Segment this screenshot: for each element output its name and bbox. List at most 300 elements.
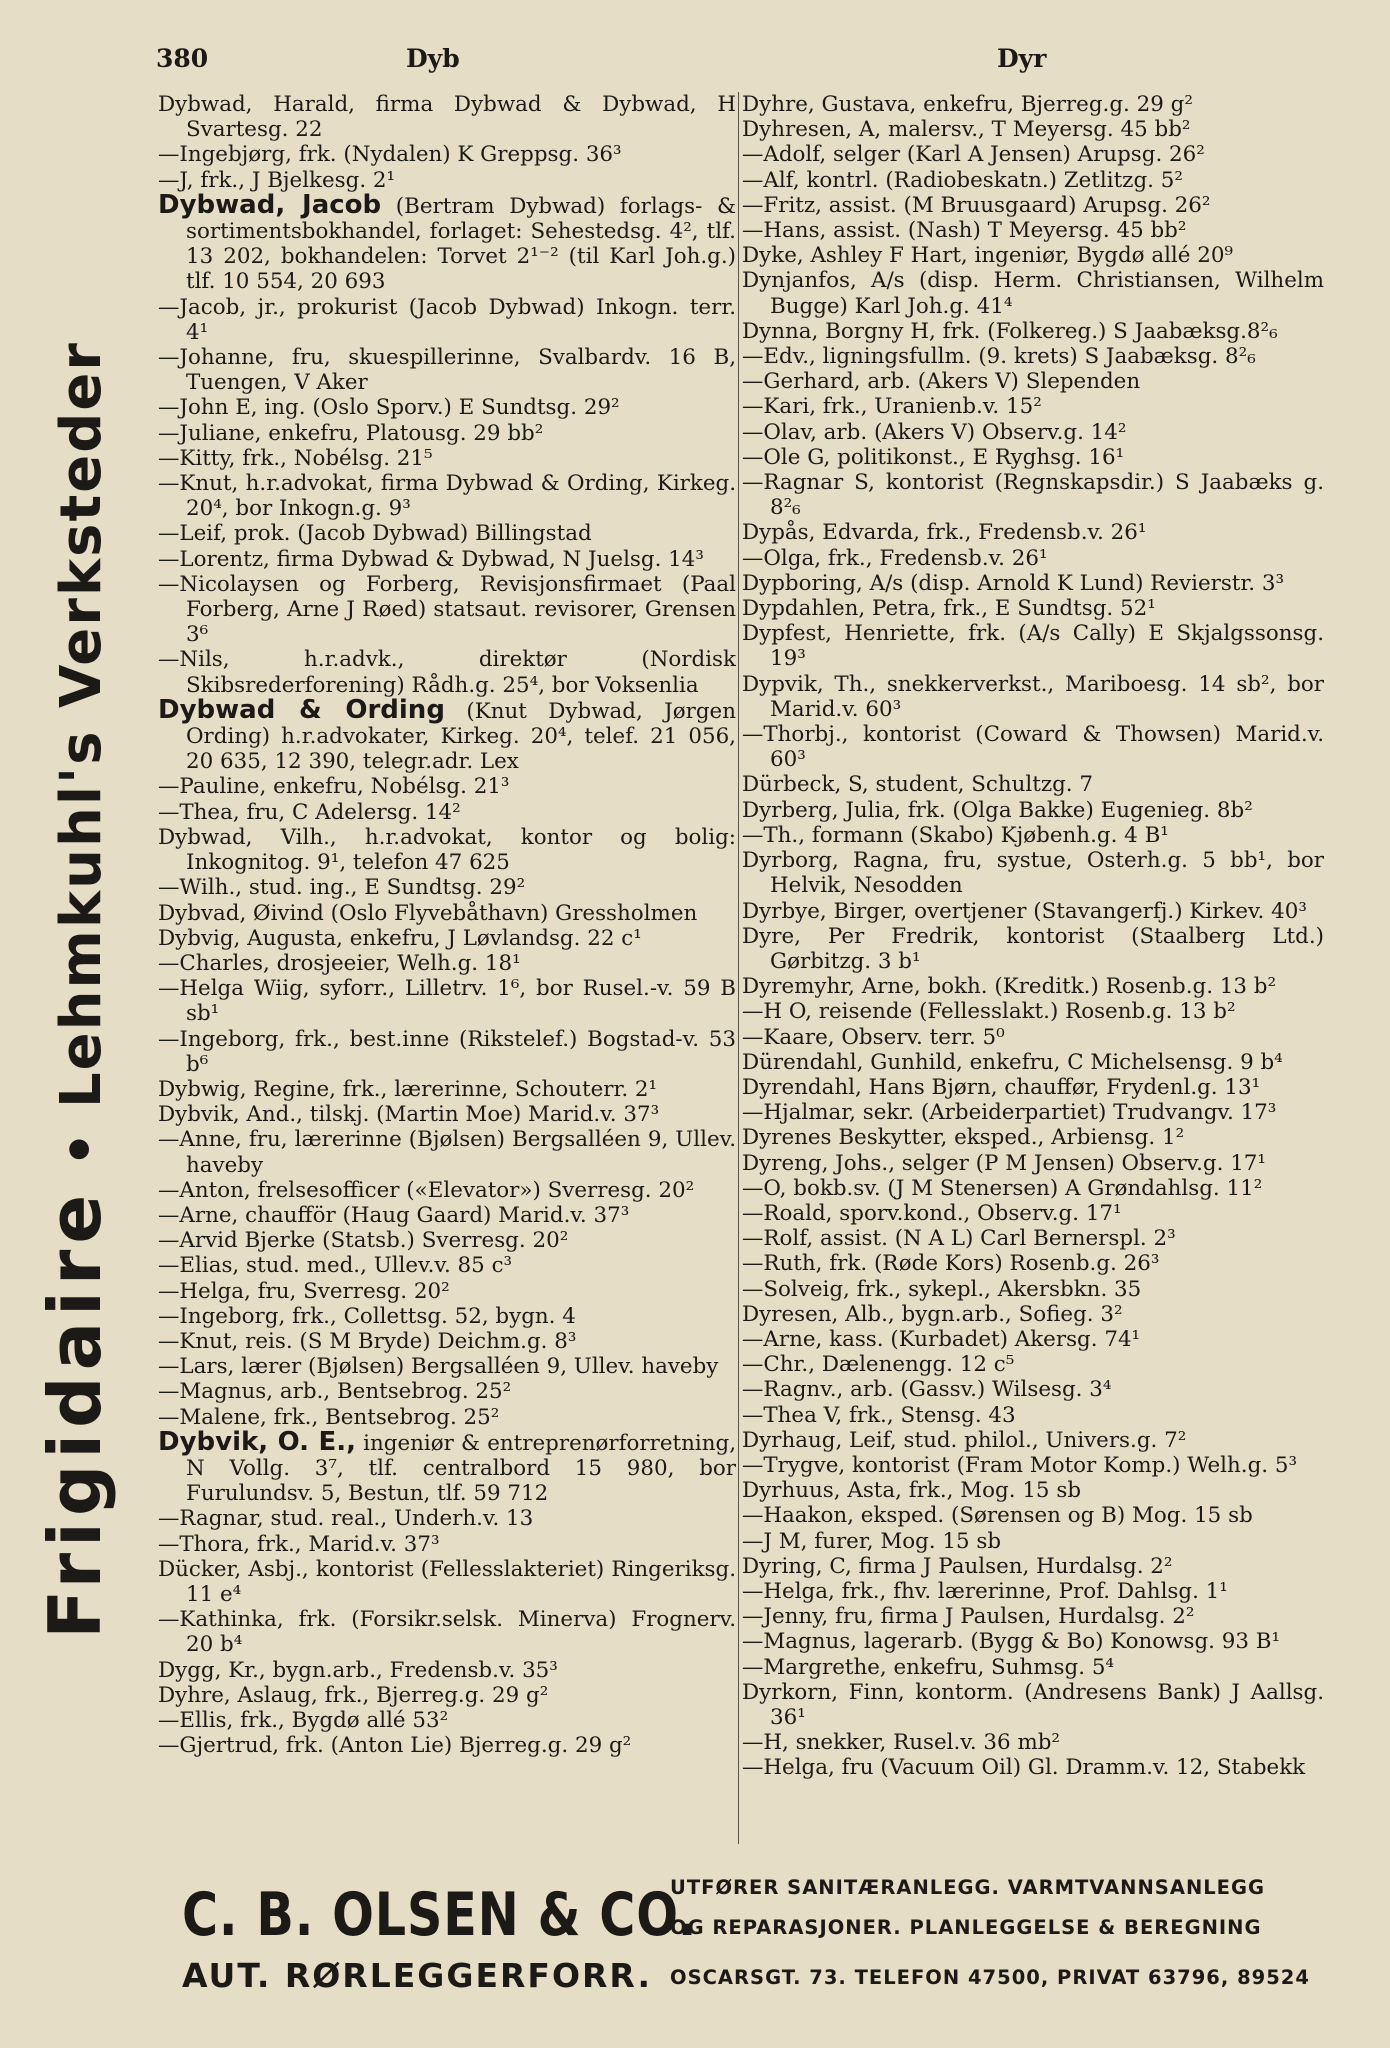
entry-name: —Adolf, bbox=[742, 142, 827, 168]
entry-details: kontorist (Staalberg Ltd.) Gørbitzg. 3 b¹ bbox=[770, 923, 1324, 974]
entry-details: frk., Mog. 15 sb bbox=[901, 1478, 1082, 1504]
entry-details: fru (Vacuum Oil) Gl. Dramm.v. 12, Stabekk bbox=[834, 1755, 1306, 1781]
entry-details: frk. (Røde Kors) Rosenb.g. 26³ bbox=[822, 1251, 1160, 1277]
entry-details: kontorist (Regnskapsdir.) S Jaabæks g. 8²₆ bbox=[770, 470, 1324, 521]
entry-details: frk., E Sundtsg. 52¹ bbox=[936, 596, 1156, 622]
entry-details: kontorist (Coward & Thowsen) Marid.v. 60³ bbox=[770, 722, 1324, 773]
entry-name: —Malene, bbox=[158, 1404, 267, 1430]
directory-entry bbox=[742, 319, 1324, 344]
directory-entry bbox=[158, 1733, 736, 1758]
entry-details: fru, systue, Osterh.g. 5 bb¹, bor Helvik, Nesodden bbox=[770, 848, 1324, 899]
directory-entry bbox=[742, 445, 1324, 470]
directory-entry bbox=[158, 1279, 736, 1304]
entry-details: arb., Bentsebrog. 25² bbox=[273, 1379, 512, 1405]
entry-name: —Thora, bbox=[158, 1531, 251, 1557]
entry-details: (Knut Dybwad, Jørgen Ording) h.r.advokater, Kirkeg. 20⁴, telef. 21 056, 20 635, 12 390, telegr.adr. Lex bbox=[186, 698, 736, 775]
entry-details: enkefru, J Løvlandsg. 22 c¹ bbox=[342, 925, 642, 951]
directory-entry bbox=[742, 520, 1324, 545]
entry-name: Dypdahlen, Petra, bbox=[742, 596, 937, 622]
entry-name: —Rolf, bbox=[742, 1226, 814, 1252]
directory-entry bbox=[742, 1680, 1324, 1730]
entry-name: Dyrbye, Birger, bbox=[742, 898, 908, 924]
entry-details: kontrl. (Radiobeskatn.) Zetlitzg. 5² bbox=[799, 167, 1183, 193]
entry-details: bygn.arb., Fredensb.v. 35³ bbox=[265, 1657, 558, 1683]
directory-entry bbox=[158, 1354, 736, 1379]
entry-name: —Gjertrud, bbox=[158, 1733, 280, 1759]
entry-name: —Haakon, bbox=[742, 1503, 854, 1529]
entry-details: frelsesofficer («Elevator») Sverresg. 20² bbox=[250, 1177, 695, 1203]
entry-name: —Johanne, bbox=[158, 345, 275, 371]
directory-entry bbox=[742, 596, 1324, 621]
directory-entry bbox=[742, 1201, 1324, 1226]
directory-entry bbox=[158, 471, 736, 521]
entry-name: —Ingeborg, bbox=[158, 1026, 286, 1052]
directory-entry bbox=[742, 1503, 1324, 1528]
entry-name: Dypås, Edvarda, bbox=[742, 520, 920, 546]
entry-details: firma Dybwad & Dybwad, N Juelsg. 14³ bbox=[269, 546, 704, 572]
entry-details: fru, Sverresg. 20² bbox=[250, 1278, 450, 1304]
directory-entry bbox=[742, 848, 1324, 898]
entry-name: —Roald, bbox=[742, 1200, 833, 1226]
entry-details: frk. (Olga Bakke) Eugenieg. 8b² bbox=[900, 797, 1253, 823]
directory-entry bbox=[158, 1708, 736, 1733]
entry-name: Dyrenes Beskytter, bbox=[742, 1125, 948, 1151]
entry-details: tilskj. (Martin Moe) Marid.v. 37³ bbox=[302, 1102, 660, 1128]
entry-name: —Ragnar, bbox=[158, 1506, 264, 1532]
directory-entry bbox=[742, 974, 1324, 999]
side-ad-brand: Frigidaire bbox=[33, 1188, 117, 1639]
entry-details: formann (Skabo) Kjøbenh.g. 4 B¹ bbox=[805, 822, 1169, 848]
entry-name: —Ingeborg, bbox=[158, 1303, 286, 1329]
directory-entry bbox=[158, 395, 736, 420]
directory-entry bbox=[742, 470, 1324, 520]
directory-entry bbox=[742, 1176, 1324, 1201]
directory-entry bbox=[742, 823, 1324, 848]
directory-entry bbox=[742, 1453, 1324, 1478]
entry-name: —Thorbj., bbox=[742, 722, 849, 748]
entry-name: Dyring, C, bbox=[742, 1553, 852, 1579]
entry-name: Dyke, Ashley F Hart, bbox=[742, 243, 968, 269]
entry-name: Dyre, Per Fredrik, bbox=[742, 923, 980, 949]
directory-entry bbox=[158, 295, 736, 345]
entry-name: —J M, bbox=[742, 1528, 808, 1554]
entry-name: —Lars, bbox=[158, 1354, 235, 1380]
directory-entry bbox=[742, 1428, 1324, 1453]
entry-details: assist. (M Bruusgaard) Arupsg. 26² bbox=[821, 192, 1211, 218]
entry-details: frk., Nobélsg. 21⁵ bbox=[235, 445, 433, 471]
directory-entry bbox=[158, 800, 736, 825]
entry-details: fru, skuespillerinne, Svalbardv. 16 B, Tuengen, V Aker bbox=[186, 345, 736, 396]
entry-name: —Lorentz, bbox=[158, 546, 270, 572]
entry-details: Revisjonsfirmaet (Paal Forberg, Arne J Røed) statsaut. revisorer, Grensen 3⁶ bbox=[186, 571, 736, 648]
directory-entry bbox=[742, 1529, 1324, 1554]
entry-details: sekr. (Arbeiderpartiet) Trudvangv. 17³ bbox=[855, 1100, 1277, 1126]
entry-details: enkefru, Nobélsg. 21³ bbox=[266, 774, 510, 800]
directory-entry bbox=[742, 92, 1324, 117]
entry-details: fru, C Adelersg. 14² bbox=[239, 799, 461, 825]
side-advertisement bbox=[30, 210, 120, 1770]
entry-details: reisende (Fellesslakt.) Rosenb.g. 13 b² bbox=[811, 999, 1236, 1025]
entry-details: frk., Marid.v. 37³ bbox=[250, 1531, 440, 1557]
directory-entry bbox=[158, 926, 736, 951]
directory-entry bbox=[158, 1683, 736, 1708]
entry-name: —Helga Wiig, bbox=[158, 976, 310, 1002]
entry-details: kontorist (Fellesslakteriet) Ringeriksg. 11 e⁴ bbox=[186, 1556, 736, 1607]
directory-entry bbox=[158, 1379, 736, 1404]
directory-entry bbox=[742, 1554, 1324, 1579]
entry-name: Dybwad, Vilh., bbox=[158, 824, 337, 850]
entry-name: —Hans, bbox=[742, 218, 827, 244]
directory-entry bbox=[742, 1277, 1324, 1302]
directory-entry bbox=[158, 345, 736, 395]
entry-details: fru, lærerinne (Bjølsen) Bergsalléen 9, Ullev. haveby bbox=[186, 1127, 736, 1178]
directory-entry bbox=[742, 218, 1324, 243]
entry-name: —O, bbox=[742, 1175, 787, 1201]
header-right-word: Dyr bbox=[997, 44, 1047, 73]
entry-name: —Ragnar S, bbox=[742, 470, 875, 496]
entry-name: —Helga, bbox=[742, 1578, 835, 1604]
directory-entry bbox=[158, 1329, 736, 1354]
entry-details: malersv., T Meyersg. 45 bb² bbox=[881, 117, 1191, 143]
entry-details: (Bertram Dybwad) forlags- & sortimentsbokhandel, forlaget: Sehestedsg. 4², tlf. 13 202, bokhandelen: Torvet 2¹⁻² (til Karl Joh.g.) tlf. 10 554, 20 693 bbox=[186, 193, 736, 295]
ad-company-name: C. B. OLSEN & CO. bbox=[182, 1880, 698, 1950]
directory-entry bbox=[158, 951, 736, 976]
entry-name: —Charles, bbox=[158, 950, 270, 976]
entry-details: stud. philol., Univers.g. 7² bbox=[896, 1427, 1187, 1453]
directory-entry bbox=[158, 647, 736, 697]
entry-name: —Ingebjørg, bbox=[158, 142, 292, 168]
entry-details: Dælenengg. 12 c⁵ bbox=[815, 1352, 1015, 1378]
entry-details: (disp. Arnold K Lund) Revierstr. 3³ bbox=[903, 570, 1285, 596]
entry-name: —Knut, bbox=[158, 471, 239, 497]
directory-entry bbox=[742, 621, 1324, 671]
entry-name: Dypvik, Th., bbox=[742, 671, 877, 697]
entry-name: —Kari, bbox=[742, 394, 816, 420]
entry-name: —Anne, bbox=[158, 1127, 242, 1153]
entry-details: frk., fhv. lærerinne, Prof. Dahlsg. 1¹ bbox=[834, 1578, 1228, 1604]
entry-name: Dyresen, Alb., bbox=[742, 1301, 895, 1327]
directory-entry bbox=[742, 1755, 1324, 1780]
entry-details: eksped., Arbiensg. 1² bbox=[947, 1125, 1185, 1151]
directory-entry bbox=[158, 1178, 736, 1203]
entry-name: —Thea, bbox=[158, 799, 240, 825]
directory-entry bbox=[158, 547, 736, 572]
directory-entry bbox=[742, 1579, 1324, 1604]
directory-entry bbox=[742, 798, 1324, 823]
entry-details: arb. (Gassv.) Wilsesg. 3⁴ bbox=[843, 1377, 1112, 1403]
entry-name: —Hjalmar, bbox=[742, 1100, 856, 1126]
entry-name: —Elias, bbox=[158, 1253, 240, 1279]
directory-entry bbox=[158, 1127, 736, 1177]
directory-entry bbox=[742, 924, 1324, 974]
directory-entry bbox=[742, 1403, 1324, 1428]
directory-entry bbox=[742, 117, 1324, 142]
entry-name: —J, bbox=[158, 167, 194, 193]
entry-details: syforr., Lilletrv. 1⁶, bor Rusel.-v. 59 B sb¹ bbox=[186, 976, 736, 1027]
entry-details: frk. (Anton Lie) Bjerreg.g. 29 g² bbox=[279, 1733, 632, 1759]
entry-details: fru, firma J Paulsen, Hurdalsg. 2² bbox=[828, 1604, 1195, 1630]
entry-name: Dybwad & Ording bbox=[158, 694, 445, 725]
ad-services-line: UTFØRER SANITÆRANLEGG. VARMTVANNSANLEGG bbox=[670, 1876, 1266, 1899]
directory-entry bbox=[742, 1377, 1324, 1402]
entry-name: —Ragnv., bbox=[742, 1377, 844, 1403]
column-divider bbox=[738, 92, 739, 1844]
entry-details: frk. (Nydalen) K Greppsg. 36³ bbox=[291, 142, 622, 168]
entry-details: politikonst., E Ryghsg. 16¹ bbox=[830, 444, 1125, 470]
entry-name: Dygg, Kr., bbox=[158, 1657, 266, 1683]
directory-entry bbox=[742, 1478, 1324, 1503]
entry-details: selger (P M Jensen) Observ.g. 17¹ bbox=[895, 1150, 1266, 1176]
entry-details: h.r.advokat, kontor og bolig: Inkognitog. 9¹, telefon 47 625 bbox=[186, 824, 736, 876]
entry-details: frk., Bentsebrog. 25² bbox=[266, 1404, 500, 1430]
entry-name: —Alf, bbox=[742, 167, 800, 193]
entry-name: —Thea V, bbox=[742, 1402, 843, 1428]
directory-entry bbox=[742, 1604, 1324, 1629]
directory-entry bbox=[742, 999, 1324, 1024]
entry-name: —Leif, bbox=[158, 521, 228, 547]
directory-entry bbox=[158, 1532, 736, 1557]
entry-details: selger (Karl A Jensen) Arupsg. 26² bbox=[826, 142, 1205, 168]
entry-details: lærer (Bjølsen) Bergsalléen 9, Ullev. haveby bbox=[234, 1354, 719, 1380]
entry-name: Dyremyhr, Arne, bbox=[742, 974, 921, 1000]
entry-name: Dynna, Borgny H, bbox=[742, 318, 936, 344]
entry-details: (Statsb.) Sverresg. 20² bbox=[315, 1228, 569, 1254]
entry-details: frk. (A/s Cally) E Skjalgssonsg. 19³ bbox=[770, 621, 1324, 672]
entry-name: —Wilh., bbox=[158, 875, 243, 901]
directory-entry bbox=[742, 1100, 1324, 1125]
entry-details: prok. (Jacob Dybwad) Billingstad bbox=[227, 521, 592, 547]
entry-details: furer, Mog. 15 sb bbox=[807, 1528, 1002, 1554]
directory-entry bbox=[158, 1077, 736, 1102]
directory-entry bbox=[158, 976, 736, 1026]
entry-name: —Magnus, bbox=[158, 1379, 274, 1405]
entry-details: enkefru, Suhmsg. 5⁴ bbox=[886, 1654, 1115, 1680]
entry-name: Dypboring, A/s bbox=[742, 570, 904, 596]
directory-entry bbox=[742, 268, 1324, 318]
entry-name: —Helga, bbox=[742, 1755, 835, 1781]
directory-entry bbox=[158, 189, 736, 295]
directory-entry bbox=[158, 694, 736, 775]
entry-details: frk., best.inne (Rikstelef.) Bogstad-v. 53 b⁶ bbox=[186, 1026, 736, 1077]
entry-details: kass. (Kurbadet) Akersg. 74¹ bbox=[822, 1326, 1141, 1352]
entry-details: frk., Bjerreg.g. 29 g² bbox=[317, 1682, 549, 1708]
entry-details: firma Dybwad & Dybwad, H Svartesg. 22 bbox=[186, 92, 736, 143]
entry-name: —Ole G, bbox=[742, 444, 831, 470]
directory-entry bbox=[158, 521, 736, 546]
header-left-word: Dyb bbox=[406, 44, 460, 73]
entry-name: Dypfest, Henriette, bbox=[742, 621, 956, 647]
directory-entry bbox=[742, 1151, 1324, 1176]
directory-entry bbox=[742, 243, 1324, 268]
entry-details: chauffør, Frydenl.g. 13¹ bbox=[997, 1074, 1261, 1100]
directory-entry bbox=[158, 1027, 736, 1077]
entry-name: Dyreng, Johs., bbox=[742, 1150, 895, 1176]
entry-details: frk., J Bjelkesg. 2¹ bbox=[193, 167, 396, 193]
directory-entry bbox=[158, 1658, 736, 1683]
entry-name: —Pauline, bbox=[158, 774, 267, 800]
entry-details: stud. ing., E Sundtsg. 29² bbox=[242, 875, 526, 901]
directory-entry bbox=[742, 1050, 1324, 1075]
entry-name: Dyhre, Aslaug, bbox=[158, 1682, 318, 1708]
entry-details: frk., lærerinne, Schouterr. 2¹ bbox=[335, 1076, 658, 1102]
entry-details: drosjeeier, Welh.g. 18¹ bbox=[269, 950, 521, 976]
entry-name: —Juliane, bbox=[158, 420, 262, 446]
entry-details: ing. (Oslo Sporv.) E Sundtsg. 29² bbox=[257, 395, 620, 421]
entry-name: —Magnus, bbox=[742, 1629, 858, 1655]
entry-details: Observ. terr. 5⁰ bbox=[834, 1024, 1005, 1050]
directory-entry bbox=[158, 1228, 736, 1253]
entry-name: Dücker, Asbj., bbox=[158, 1556, 309, 1582]
entry-name: —Nicolaysen og Forberg, bbox=[158, 571, 460, 597]
entry-name: —Knut, bbox=[158, 1328, 239, 1354]
directory-entry bbox=[158, 901, 736, 926]
entry-details: (Oslo Flyvebåthavn) Gressholmen bbox=[323, 900, 698, 926]
entry-details: kontorm. (Andresens Bank) J Aallsg. 36¹ bbox=[770, 1679, 1324, 1730]
entry-details: ingeniør, Bygdø allé 20⁹ bbox=[967, 243, 1234, 269]
directory-entry bbox=[158, 92, 736, 142]
entry-details: enkefru, Bjerreg.g. 29 g² bbox=[916, 92, 1193, 117]
directory-entry bbox=[742, 1226, 1324, 1251]
directory-entry bbox=[158, 774, 736, 799]
ad-services-line-2: OG REPARASJONER. PLANLEGGELSE & BEREGNING bbox=[670, 1916, 1262, 1939]
entry-details: h.r.advokat, firma Dybwad & Ording, Kirkeg. 20⁴, bor Inkogn.g. 9³ bbox=[186, 471, 736, 522]
entry-details: enkefru, Platousg. 29 bb² bbox=[261, 420, 544, 446]
directory-entry bbox=[158, 446, 736, 471]
directory-entry bbox=[742, 672, 1324, 722]
entry-name: —Olga, bbox=[742, 545, 822, 571]
entry-details: stud. real., Underh.v. 13 bbox=[263, 1506, 534, 1532]
entry-details: assist. (Nash) T Meyersg. 45 bb² bbox=[826, 218, 1187, 244]
entry-details: frk., Uranienb.v. 15² bbox=[816, 394, 1042, 420]
ad-company-subtitle: AUT. RØRLEGGERFORR. bbox=[182, 1956, 652, 1995]
entry-details: h.r.advk., direktør (Nordisk Skibsrederforening) Rådh.g. 25⁴, bor Voksenlia bbox=[186, 647, 736, 698]
directory-entry bbox=[742, 1125, 1324, 1150]
entry-name: —Gerhard, bbox=[742, 369, 861, 395]
directory-entry bbox=[158, 1607, 736, 1657]
entry-name: —Th., bbox=[742, 822, 806, 848]
entry-details: frk. (Folkereg.) S Jaabæksg.8²₆ bbox=[935, 318, 1278, 344]
entry-name: —Arne, bbox=[158, 1202, 239, 1228]
entry-details: frk., Fredensb.v. 26¹ bbox=[919, 520, 1147, 546]
entry-details: ingeniør & entreprenørforretning, N Vollg. 3⁷, tlf. centralbord 15 980, bor Furulundsv. 5, Bestun, tlf. 59 712 bbox=[186, 1430, 736, 1507]
entry-name: —John E, bbox=[158, 395, 258, 421]
entry-name: —Kaare, bbox=[742, 1024, 835, 1050]
directory-entry bbox=[742, 1655, 1324, 1680]
left-column bbox=[158, 92, 736, 1852]
entry-name: —Chr., bbox=[742, 1352, 816, 1378]
directory-entry bbox=[742, 772, 1324, 797]
directory-entry bbox=[742, 722, 1324, 772]
entry-name: —H, bbox=[742, 1730, 789, 1756]
entry-details: frk., Stensg. 43 bbox=[842, 1402, 1016, 1428]
directory-entry bbox=[742, 193, 1324, 218]
directory-entry bbox=[742, 1730, 1324, 1755]
directory-entry bbox=[158, 1426, 736, 1507]
directory-entry bbox=[742, 1352, 1324, 1377]
entry-details: student, Schultzg. 7 bbox=[868, 772, 1094, 798]
entry-details: (disp. Herm. Christiansen, Wilhelm Bugge) Karl Joh.g. 41⁴ bbox=[770, 268, 1324, 319]
entry-name: Dybvig, Augusta, bbox=[158, 925, 343, 951]
ad-contact-line: OSCARSGT. 73. TELEFON 47500, PRIVAT 63796, 89524 bbox=[670, 1966, 1310, 1989]
entry-details: bokh. (Kreditk.) Rosenb.g. 13 b² bbox=[920, 974, 1277, 1000]
entry-details: bygn.arb., Sofieg. 3² bbox=[894, 1301, 1123, 1327]
entry-name: —Arne, bbox=[742, 1326, 823, 1352]
entry-name: —Kathinka, bbox=[158, 1607, 284, 1633]
entry-details: snekker, Rusel.v. 36 mb² bbox=[788, 1730, 1061, 1756]
entry-name: —Jacob, bbox=[158, 294, 247, 320]
entry-name: —H O, bbox=[742, 999, 812, 1025]
directory-entry bbox=[742, 344, 1324, 369]
entry-name: Dyhresen, A, bbox=[742, 117, 882, 143]
entry-name: —Fritz, bbox=[742, 192, 822, 218]
entry-details: kontorist (Fram Motor Komp.) Welh.g. 5³ bbox=[845, 1452, 1298, 1478]
directory-entry bbox=[158, 875, 736, 900]
entry-name: —Margrethe, bbox=[742, 1654, 887, 1680]
entry-name: —Ellis, bbox=[158, 1708, 234, 1733]
entry-name: Dürendahl, Gunhild, bbox=[742, 1049, 963, 1075]
entry-name: Dynjanfos, A/s bbox=[742, 268, 905, 294]
right-column bbox=[742, 92, 1324, 1852]
directory-entry bbox=[742, 571, 1324, 596]
entry-details: frk., Fredensb.v. 26¹ bbox=[821, 545, 1048, 571]
directory-entry bbox=[158, 142, 736, 167]
directory-entry bbox=[158, 1557, 736, 1607]
bottom-advertisement bbox=[158, 1866, 1324, 2006]
page-number: 380 bbox=[156, 44, 209, 73]
entry-name: Dürbeck, S, bbox=[742, 772, 869, 798]
directory-entry bbox=[742, 1075, 1324, 1100]
directory-entry bbox=[742, 1629, 1324, 1654]
entry-name: —Solveig, bbox=[742, 1276, 850, 1302]
entry-name: —Ruth, bbox=[742, 1251, 823, 1277]
entry-details: snekkerverkst., Mariboesg. 14 sb², bor Marid.v. 60³ bbox=[770, 671, 1324, 722]
entry-details: overtjener (Stavangerfj.) Kirkev. 40³ bbox=[907, 898, 1307, 924]
entry-name: Dyrendahl, Hans Bjørn, bbox=[742, 1074, 998, 1100]
entry-name: Dybwig, Regine, bbox=[158, 1076, 336, 1102]
entry-name: Dybvik, O. E., bbox=[158, 1426, 356, 1457]
entry-name: —Kitty, bbox=[158, 445, 236, 471]
entry-name: —Trygve, bbox=[742, 1452, 846, 1478]
entry-name: Dybwad, Harald, bbox=[158, 92, 355, 117]
directory-entry bbox=[742, 168, 1324, 193]
entry-details: reis. (S M Bryde) Deichm.g. 8³ bbox=[238, 1328, 577, 1354]
directory-entry bbox=[158, 1203, 736, 1228]
entry-details: assist. (N A L) Carl Bernerspl. 2³ bbox=[813, 1226, 1176, 1252]
directory-entry bbox=[742, 142, 1324, 167]
entry-name: —Edv., bbox=[742, 344, 816, 370]
directory-entry bbox=[742, 394, 1324, 419]
directory-entry bbox=[742, 899, 1324, 924]
entry-details: bokb.sv. (J M Stenersen) A Grøndahlsg. 11² bbox=[786, 1175, 1263, 1201]
entry-details: firma J Paulsen, Hurdalsg. 2² bbox=[851, 1553, 1173, 1579]
entry-name: Dybvad, Øivind bbox=[158, 900, 324, 926]
side-ad-rest: • Lehmkuhl's Verksteder bbox=[49, 341, 114, 1189]
entry-name: Dyrhuus, Asta, bbox=[742, 1478, 902, 1504]
directory-entry bbox=[742, 420, 1324, 445]
entry-name: Dyrberg, Julia, bbox=[742, 797, 901, 823]
entry-name: Dyrhaug, Leif, bbox=[742, 1427, 897, 1453]
directory-entry bbox=[742, 1251, 1324, 1276]
entry-details: jr., prokurist (Jacob Dybwad) Inkogn. terr. 4¹ bbox=[186, 294, 736, 345]
entry-details: enkefru, C Michelsensg. 9 b⁴ bbox=[962, 1049, 1283, 1075]
entry-name: Dyrkorn, Finn, bbox=[742, 1679, 905, 1705]
entry-name: —Olav, bbox=[742, 419, 817, 445]
entry-details: frk. (Forsikr.selsk. Minerva) Frognerv. 20 b⁴ bbox=[186, 1607, 736, 1658]
entry-name: Dybvik, And., bbox=[158, 1102, 303, 1128]
entry-name: Dyrborg, Ragna, bbox=[742, 848, 930, 874]
entry-name: —Helga, bbox=[158, 1278, 251, 1304]
entry-details: ligningsfullm. (9. krets) S Jaabæksg. 8²₆ bbox=[815, 344, 1256, 370]
